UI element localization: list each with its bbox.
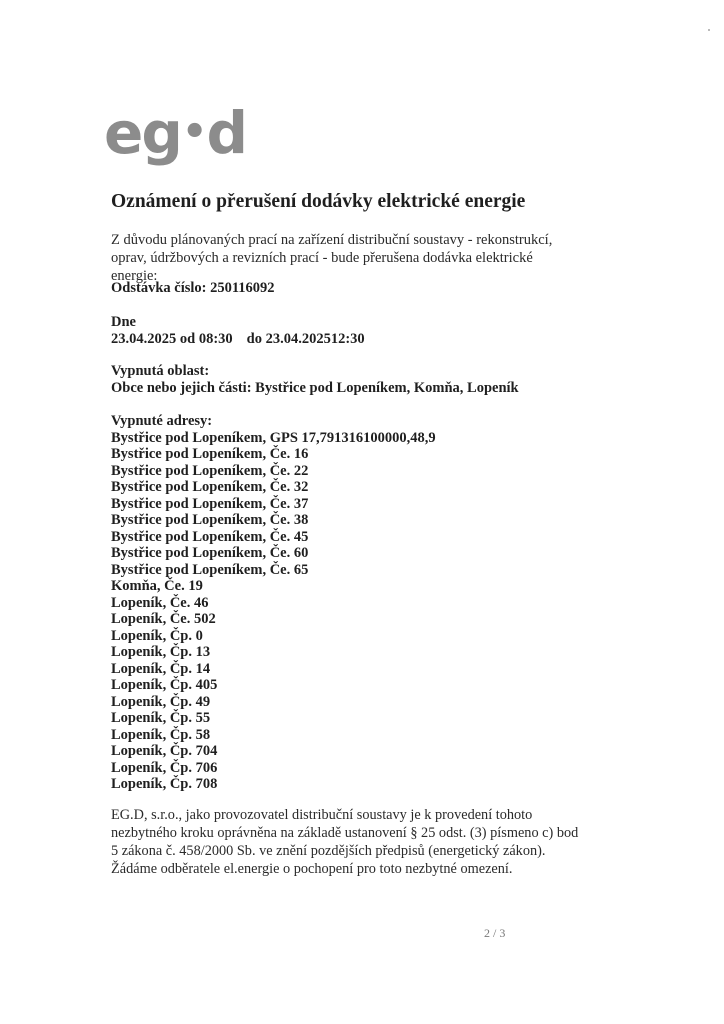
area-section (111, 363, 519, 397)
address-item: Bystřice pod Lopeníkem, GPS 17,791316100000,48,9 (111, 429, 436, 446)
area-label: Vypnutá oblast: (111, 363, 210, 379)
address-item: Lopeník, Čp. 58 (111, 726, 211, 743)
egd-logo (104, 99, 246, 167)
document-title: Oznámení o přerušení dodávky elektrické energie (111, 191, 526, 212)
closing-paragraph: EG.D, s.r.o., jako provozovatel distribuční soustavy je k provedení tohoto nezbytného kroku oprávněna na základě ustanovení § 25 odst. (3) písmeno c) bod 5 zákona č. 458/2000 Sb. ve znění pozdějších předpisů (energetický zákon). Žádáme odběratele el.energie o pochopení pro toto nezbytné omezení. (111, 807, 579, 877)
address-item: Lopeník, Čp. 55 (111, 710, 211, 726)
address-item: Bystřice pod Lopeníkem, Če. 65 (111, 561, 309, 578)
address-item: Lopeník, Čp. 0 (111, 627, 203, 644)
address-list (111, 430, 436, 793)
address-item: Lopeník, Če. 502 (111, 611, 216, 627)
address-item: Bystřice pod Lopeníkem, Če. 60 (111, 545, 309, 561)
address-item: Bystřice pod Lopeníkem, Če. 32 (111, 479, 309, 495)
address-item: Lopeník, Čp. 708 (111, 776, 218, 792)
date-label: Dne (111, 314, 136, 330)
page-number: 2 / 3 (484, 926, 506, 940)
addresses-section (111, 413, 436, 793)
intro-paragraph: Z důvodu plánovaných prací na zařízení distribuční soustavy - rekonstrukcí, oprav, údržbových a revizních prací - bude přerušena dodávka elektrické energie: (111, 232, 553, 284)
address-item: Bystřice pod Lopeníkem, Če. 16 (111, 446, 309, 462)
outage-number-value: 250116092 (210, 280, 275, 296)
address-item: Bystřice pod Lopeníkem, Če. 37 (111, 495, 309, 512)
address-item: Bystřice pod Lopeníkem, Če. 38 (111, 512, 309, 528)
address-item: Lopeník, Čp. 405 (111, 677, 218, 693)
address-item: Lopeník, Če. 46 (111, 594, 209, 611)
logo-text-eg: eg (104, 99, 181, 167)
address-item: Lopeník, Čp. 706 (111, 759, 218, 776)
date-range (111, 331, 365, 348)
address-item: Bystřice pod Lopeníkem, Če. 22 (111, 462, 309, 479)
address-item: Komňa, Če. 19 (111, 578, 203, 594)
area-value: Obce nebo jejich části: Bystřice pod Lopeníkem, Komňa, Lopeník (111, 380, 519, 396)
logo-dot: • (181, 109, 206, 155)
scan-speck (708, 29, 710, 31)
address-item: Lopeník, Čp. 704 (111, 743, 218, 759)
address-item: Lopeník, Čp. 13 (111, 644, 211, 660)
date-to: do 23.04.202512:30 (246, 331, 365, 347)
address-item: Lopeník, Čp. 14 (111, 660, 211, 677)
addresses-label: Vypnuté adresy: (111, 413, 213, 429)
outage-number-line (111, 280, 275, 297)
address-item: Bystřice pod Lopeníkem, Če. 45 (111, 528, 309, 545)
date-section (111, 314, 365, 348)
logo-text-d: d (206, 99, 246, 167)
date-from: 23.04.2025 od 08:30 (111, 331, 233, 347)
address-item: Lopeník, Čp. 49 (111, 693, 211, 710)
outage-number-label: Odstávka číslo: (111, 280, 207, 296)
